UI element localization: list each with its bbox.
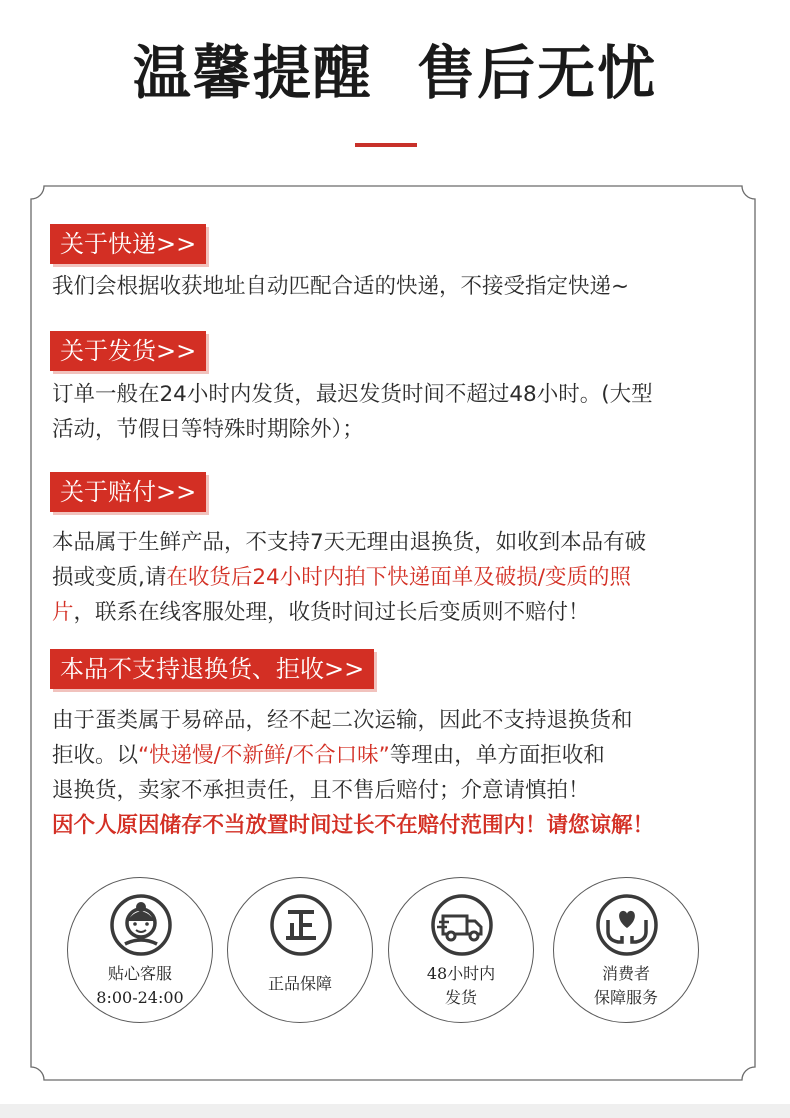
badge-label	[68, 962, 212, 1010]
badge-label-line: 保障服务	[593, 988, 658, 1007]
express-line: 我们会根据收获地址自动匹配合适的快递，不接受指定快递~	[52, 274, 630, 299]
badge-label-line: 正品保障	[267, 974, 332, 993]
compensation-line	[52, 560, 646, 595]
badge-label	[228, 972, 372, 996]
no-return-line	[52, 738, 654, 773]
badge-authentic	[227, 877, 373, 1023]
no-return-text-plain: 等理由，单方面拒收和	[389, 743, 605, 768]
badge-label-line: 8:00-24:00	[96, 988, 184, 1007]
compensation-highlight: 片	[52, 600, 74, 625]
badge-label	[389, 962, 533, 1010]
compensation-tag: 关于赔付>>	[50, 472, 206, 512]
authentic-icon	[270, 894, 332, 956]
express-tag: 关于快递>>	[50, 224, 206, 264]
delivery-truck-icon	[431, 894, 493, 956]
badge-label	[554, 962, 698, 1010]
no-return-warning: 因个人原因储存不当放置时间过长不在赔付范围内！请您谅解！	[52, 813, 655, 838]
no-return-text-plain: 拒收。以	[52, 743, 139, 768]
express-text	[52, 269, 629, 304]
consumer-protection-icon	[596, 894, 658, 956]
page-title: 温馨提醒 售后无忧	[132, 39, 658, 107]
badge-label-line: 消费者	[601, 964, 650, 983]
shipping-tag: 关于发货>>	[50, 331, 206, 371]
badge-consumer-protection	[553, 877, 699, 1023]
compensation-text	[52, 525, 646, 630]
compensation-text-plain: ，联系在线客服处理，收货时间过长后变质则不赔付！	[73, 600, 590, 625]
shipping-line: 活动，节假日等特殊时期除外）；	[52, 417, 364, 442]
compensation-highlight: 在收货后24小时内拍下快递面单及破损/变质的照	[166, 565, 631, 590]
badge-label-line: 48小时内	[426, 964, 496, 983]
no-return-line: 退换货，卖家不承担责任，且不售后赔付；介意请慎拍！	[52, 778, 590, 803]
bottom-strip	[0, 1104, 790, 1118]
no-return-highlight: “快递慢/不新鲜/不合口味”	[138, 743, 390, 768]
badge-customer-service	[67, 877, 213, 1023]
compensation-text-plain: 损或变质,请	[52, 565, 167, 590]
shipping-line: 订单一般在24小时内发货，最迟发货时间不超过48小时。(大型	[52, 382, 653, 407]
no-return-line: 由于蛋类属于易碎品，经不起二次运输，因此不支持退换货和	[52, 708, 633, 733]
compensation-line: 本品属于生鲜产品，不支持7天无理由退换货，如收到本品有破	[52, 530, 647, 555]
badge-delivery	[388, 877, 534, 1023]
no-return-tag: 本品不支持退换货、拒收>>	[50, 649, 374, 689]
no-return-text	[52, 703, 654, 843]
customer-service-icon	[110, 894, 172, 956]
title-underline	[355, 143, 417, 147]
compensation-line	[52, 595, 646, 630]
badge-label-line: 贴心客服	[107, 964, 172, 983]
badge-label-line: 发货	[444, 988, 477, 1007]
shipping-text	[52, 377, 653, 447]
